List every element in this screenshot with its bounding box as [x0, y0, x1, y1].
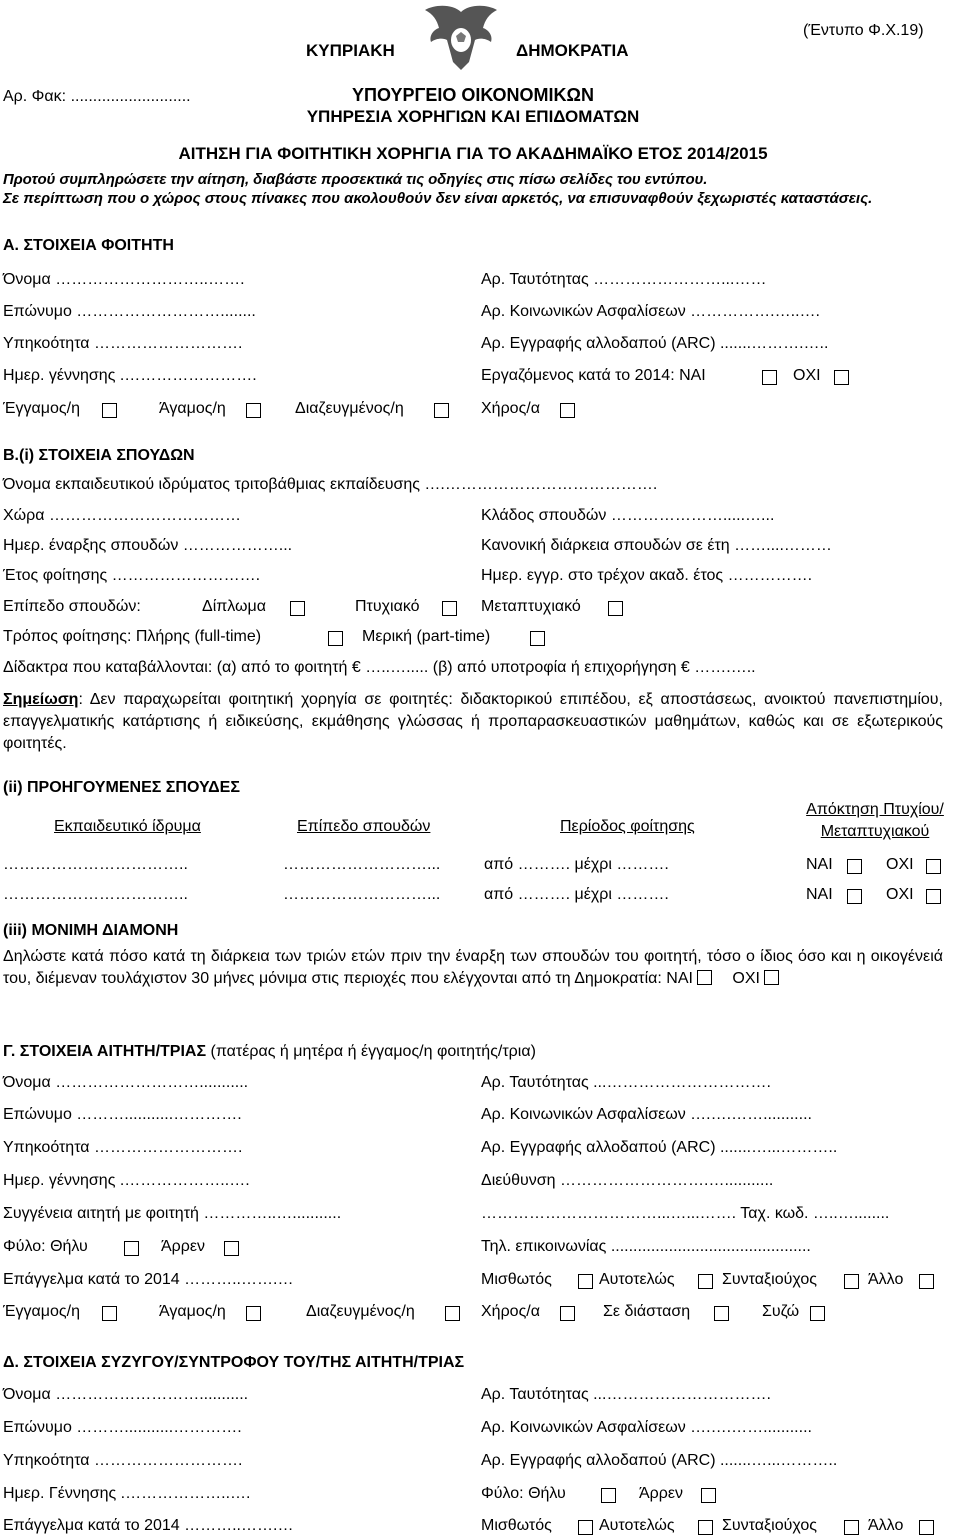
- divorced-label: Διαζευγμένος/η: [295, 400, 404, 417]
- note-text: : Δεν παραχωρείται φοιτητική χορηγία σε φοιτητές: διδακτορικού επιπέδου, εξ αποστάσεως, ανοικτού πανεπιστημίου, επαγγελματικής κατάρτισης ή ειδικεύσης, εκμάθησης γλώσσας ή προπαρασκευαστικών μαθημάτων, καθώς και σε εξωτερικούς φοιτητές.: [3, 691, 943, 752]
- widowed-checkbox[interactable]: [560, 403, 575, 418]
- file-number: Αρ. Φακ: ...........................: [3, 88, 191, 105]
- employed-no-label: ΟΧΙ: [793, 367, 821, 384]
- service: ΥΠΗΡΕΣΙΑ ΧΟΡΗΓΙΩΝ ΚΑΙ ΕΠΙΔΟΜΑΤΩΝ: [306, 107, 640, 126]
- spouse-self-employed-checkbox[interactable]: [698, 1520, 713, 1535]
- col-institution: Εκπαιδευτικό ίδρυμα: [54, 818, 201, 835]
- spouse-salaried-checkbox[interactable]: [578, 1520, 593, 1535]
- ministry: ΥΠΟΥΡΓΕΙΟ ΟΙΚΟΝΟΜΙΚΩΝ: [352, 85, 594, 105]
- level-label: Επίπεδο σπουδών:: [3, 598, 141, 615]
- section-c-heading: Γ. ΣΤΟΙΧΕΙΑ ΑΙΤΗΤΗ/ΤΡΙΑΣ: [3, 1043, 207, 1060]
- part-time-label: Μερική (part-time): [362, 628, 491, 645]
- applicant-surname-field[interactable]: Επώνυμο ………...........………….: [3, 1106, 242, 1123]
- applicant-address2-field[interactable]: ……………………………...…...……. Ταχ. κωδ. …..…........: [481, 1205, 890, 1222]
- divorced-checkbox[interactable]: [434, 403, 449, 418]
- fees-field[interactable]: Δίδακτρα που καταβάλλονται: (α) από το φοιτητή € …..…..... (β) από υποτροφία ή επιχορήγηση € …….…..: [3, 659, 756, 676]
- prev-institution-field[interactable]: ……………………………..: [3, 886, 188, 903]
- applicant-widowed-checkbox[interactable]: [560, 1306, 575, 1321]
- pensioner-checkbox[interactable]: [844, 1274, 859, 1289]
- spouse-other-checkbox[interactable]: [919, 1520, 934, 1535]
- note: [3, 689, 943, 755]
- section-d-heading: Δ. ΣΤΟΙΧΕΙΑ ΣΥΖΥΓΟΥ/ΣΥΝΤΡΟΦΟΥ ΤΟΥ/ΤΗΣ ΑΙΤΗΤΗ/ΤΡΙΑΣ: [3, 1354, 465, 1371]
- col-level: Επίπεδο σπουδών: [297, 818, 431, 835]
- previous-row-1: [0, 856, 960, 878]
- student-arc-field[interactable]: Αρ. Εγγραφής αλλοδαπού (ARC) .......……….…..: [481, 335, 829, 352]
- bachelor-label: Πτυχιακό: [355, 598, 420, 615]
- applicant-female-checkbox[interactable]: [124, 1241, 139, 1256]
- spouse-pensioner-checkbox[interactable]: [844, 1520, 859, 1535]
- applicant-male-label: Άρρεν: [161, 1238, 206, 1255]
- form-code: (Έντυπο Φ.Χ.19): [803, 22, 924, 39]
- applicant-married-checkbox[interactable]: [102, 1306, 117, 1321]
- instruction-1: Προτού συμπληρώσετε την αίτηση, διαβάστε προσεκτικά τις οδηγίες στις πίσω σελίδες του εντύπου.: [3, 171, 708, 188]
- applicant-widowed-label: Χήρος/α: [481, 1303, 540, 1320]
- applicant-address-field[interactable]: Διεύθυνση ……………………….…...........: [481, 1172, 774, 1189]
- spouse-arc-field[interactable]: Αρ. Εγγραφής αλλοδαπού (ARC) .......…...………..: [481, 1452, 838, 1469]
- employed-yes-checkbox[interactable]: [762, 370, 777, 385]
- country-field[interactable]: Χώρα ………………………………: [3, 507, 241, 524]
- applicant-name-field[interactable]: Όνομα ………………………...........: [3, 1074, 249, 1091]
- spouse-male-label: Άρρεν: [639, 1485, 684, 1502]
- other-checkbox[interactable]: [919, 1274, 934, 1289]
- student-surname-field[interactable]: Επώνυμο ………………………........: [3, 303, 256, 320]
- applicant-separated-checkbox[interactable]: [714, 1306, 729, 1321]
- prev-no-checkbox[interactable]: [926, 889, 941, 904]
- section-c-heading-block: [3, 1043, 536, 1061]
- previous-row-2: [0, 886, 960, 908]
- registration-date-field[interactable]: Ημερ. εγγρ. στο τρέχον ακαδ. έτος …………….: [481, 567, 813, 584]
- spouse-salaried-label: Μισθωτός: [481, 1517, 552, 1534]
- pensioner-label: Συνταξιούχος: [722, 1271, 817, 1288]
- spouse-self-employed-label: Αυτοτελώς: [599, 1517, 675, 1534]
- prev-yes-checkbox[interactable]: [847, 889, 862, 904]
- prev-yes-label: ΝΑΙ: [806, 886, 833, 903]
- spouse-pensioner-label: Συνταξιούχος: [722, 1517, 817, 1534]
- widowed-label: Χήρος/α: [481, 400, 540, 417]
- spouse-other-label: Άλλο: [868, 1517, 904, 1534]
- residence-heading: (iii) ΜΟΝΙΜΗ ΔΙΑΜΟΝΗ: [3, 922, 179, 939]
- applicant-occupation-field[interactable]: Επάγγελμα κατά το 2014 ………..…….…: [3, 1271, 294, 1288]
- prev-yes-label: ΝΑΙ: [806, 856, 833, 873]
- instruction-2: Σε περίπτωση που ο χώρος στους πίνακες που ακολουθούν δεν είναι αρκετός, να επισυναφθούν ξεχωριστές καταστάσεις.: [3, 190, 873, 207]
- residence-text-block: [3, 946, 943, 990]
- applicant-separated-label: Σε διάσταση: [603, 1303, 691, 1320]
- self-employed-checkbox[interactable]: [698, 1274, 713, 1289]
- salaried-checkbox[interactable]: [578, 1274, 593, 1289]
- applicant-partner-label: Συζώ: [762, 1303, 800, 1320]
- student-dob-field[interactable]: Ημερ. γέννησης .…………………….: [3, 367, 257, 384]
- applicant-male-checkbox[interactable]: [224, 1241, 239, 1256]
- full-time-checkbox[interactable]: [328, 631, 343, 646]
- col-degree-2: Μεταπτυχιακού: [820, 823, 930, 840]
- master-label: Μεταπτυχιακό: [481, 598, 581, 615]
- master-checkbox[interactable]: [608, 601, 623, 616]
- col-degree-1: Απόκτηση Πτυχίου/: [806, 801, 944, 818]
- spouse-female-checkbox[interactable]: [601, 1488, 616, 1503]
- residence-yes-label: ΝΑΙ: [666, 970, 693, 987]
- part-time-checkbox[interactable]: [530, 631, 545, 646]
- country-left: ΚΥΠΡΙΑΚΗ: [306, 41, 395, 60]
- prev-institution-field[interactable]: ……………………………..: [3, 856, 188, 873]
- spouse-nationality-field[interactable]: Υπηκοότητα ……………………….: [3, 1452, 243, 1469]
- year-field[interactable]: Έτος φοίτησης ……………………….: [3, 567, 261, 584]
- residence-no-label: ΟΧΙ: [732, 970, 760, 987]
- previous-studies-heading: (ii) ΠΡΟΗΓΟΥΜΕΝΕΣ ΣΠΟΥΔΕΣ: [3, 779, 240, 796]
- diploma-checkbox[interactable]: [290, 601, 305, 616]
- prev-yes-checkbox[interactable]: [847, 859, 862, 874]
- single-label: Άγαμος/η: [159, 400, 226, 417]
- married-checkbox[interactable]: [102, 403, 117, 418]
- employed-label: Εργαζόμενος κατά το 2014: ΝΑΙ: [481, 367, 706, 384]
- student-name-field[interactable]: Όνομα ………………………..…….: [3, 271, 245, 288]
- applicant-id-field[interactable]: Αρ. Ταυτότητας ...………………………….: [481, 1074, 771, 1091]
- coat-of-arms-icon: [423, 2, 499, 72]
- applicant-ssn-field[interactable]: Αρ. Κοινωνικών Ασφαλίσεων ….….……...........: [481, 1106, 812, 1123]
- applicant-phone-field[interactable]: Τηλ. επικοινωνίας .............................................: [481, 1238, 811, 1255]
- diploma-label: Δίπλωμα: [202, 598, 266, 615]
- spouse-ssn-field[interactable]: Αρ. Κοινωνικών Ασφαλίσεων ….….……...........: [481, 1419, 812, 1436]
- applicant-married-label: Έγγαμος/η: [3, 1303, 80, 1320]
- spouse-id-field[interactable]: Αρ. Ταυτότητας ...………………………….: [481, 1386, 771, 1403]
- residence-text: Δηλώστε κατά πόσο κατά τη διάρκεια των τριών ετών πριν την έναρξη των σπουδών του φοιτητή, τόσο ο ίδιος όσο και η οικογένειά του, διέμεναν τουλάχιστον 30 μήνες μόνιμα στις περιοχές που ελέγχονται από τη Δημοκρατία:: [3, 948, 943, 987]
- applicant-gender-label: Φύλο: Θήλυ: [3, 1238, 88, 1255]
- residence-yes-checkbox[interactable]: [697, 970, 712, 985]
- salaried-label: Μισθωτός: [481, 1271, 552, 1288]
- applicant-divorced-checkbox[interactable]: [445, 1306, 460, 1321]
- duration-field[interactable]: Κανονική διάρκεια σπουδών σε έτη ……....………: [481, 537, 832, 554]
- employed-no-checkbox[interactable]: [834, 370, 849, 385]
- other-label: Άλλο: [868, 1271, 904, 1288]
- col-period: Περίοδος φοίτησης: [560, 818, 695, 835]
- section-c-heading-note: (πατέρας ή μητέρα ή έγγαμος/η φοιτητής/τρια): [210, 1043, 536, 1060]
- bachelor-checkbox[interactable]: [442, 601, 457, 616]
- note-label: Σημείωση: [3, 691, 79, 708]
- residence-no-checkbox[interactable]: [764, 970, 779, 985]
- prev-no-label: ΟΧΙ: [886, 886, 914, 903]
- prev-level-field[interactable]: ………………………...: [283, 886, 441, 903]
- applicant-partner-checkbox[interactable]: [810, 1306, 825, 1321]
- applicant-relation-field[interactable]: Συγγένεια αιτητή με φοιτητή …………..…...........: [3, 1205, 342, 1222]
- applicant-dob-field[interactable]: Ημερ. γέννησης .………………..….: [3, 1172, 250, 1189]
- mode-label: Τρόπος φοίτησης: Πλήρης (full-time): [3, 628, 262, 645]
- applicant-single-label: Άγαμος/η: [159, 1303, 226, 1320]
- prev-period-field[interactable]: από ………. μέχρι ……….: [484, 856, 669, 873]
- applicant-divorced-label: Διαζευγμένος/η: [306, 1303, 415, 1320]
- institution-field[interactable]: Όνομα εκπαιδευτικού ιδρύματος τριτοβάθμιας εκπαίδευσης ….………………………………….: [3, 476, 658, 493]
- single-checkbox[interactable]: [246, 403, 261, 418]
- prev-no-checkbox[interactable]: [926, 859, 941, 874]
- prev-level-field[interactable]: ………………………...: [283, 856, 441, 873]
- spouse-name-field[interactable]: Όνομα ………………………...........: [3, 1386, 249, 1403]
- student-nationality-field[interactable]: Υπηκοότητα ……………………….: [3, 335, 243, 352]
- student-ssn-field[interactable]: Αρ. Κοινωνικών Ασφαλίσεων …………….…..….: [481, 303, 820, 320]
- start-date-field[interactable]: Ημερ. έναρξης σπουδών ………………...: [3, 537, 293, 554]
- prev-no-label: ΟΧΙ: [886, 856, 914, 873]
- spouse-occupation-field[interactable]: Επάγγελμα κατά το 2014 ………..…….…: [3, 1517, 294, 1534]
- married-label: Έγγαμος/η: [3, 400, 80, 417]
- spouse-gender-label: Φύλο: Θήλυ: [481, 1485, 566, 1502]
- section-b-heading: Β.(i) ΣΤΟΙΧΕΙΑ ΣΠΟΥΔΩΝ: [3, 447, 195, 464]
- form-title: ΑΙΤΗΣΗ ΓΙΑ ΦΟΙΤΗΤΙΚΗ ΧΟΡΗΓΙΑ ΓΙΑ ΤΟ ΑΚΑΔΗΜΑΪΚΟ ΕΤΟΣ 2014/2015: [178, 144, 768, 163]
- applicant-single-checkbox[interactable]: [246, 1306, 261, 1321]
- field-of-study[interactable]: Κλάδος σπουδών ………………….....…...: [481, 507, 775, 524]
- prev-period-field[interactable]: από ………. μέχρι ……….: [484, 886, 669, 903]
- spouse-surname-field[interactable]: Επώνυμο ………...........………….: [3, 1419, 242, 1436]
- student-id-field[interactable]: Αρ. Ταυτότητας ……………………...……: [481, 271, 767, 288]
- applicant-nationality-field[interactable]: Υπηκοότητα ……………………….: [3, 1139, 243, 1156]
- spouse-male-checkbox[interactable]: [701, 1488, 716, 1503]
- country-right: ΔΗΜΟΚΡΑΤΙΑ: [516, 41, 629, 60]
- spouse-dob-field[interactable]: Ημερ. Γέννησης .………………..….: [3, 1485, 251, 1502]
- self-employed-label: Αυτοτελώς: [599, 1271, 675, 1288]
- section-a-heading: Α. ΣΤΟΙΧΕΙΑ ΦΟΙΤΗΤΗ: [3, 237, 174, 254]
- applicant-arc-field[interactable]: Αρ. Εγγραφής αλλοδαπού (ARC) .......…...………..: [481, 1139, 838, 1156]
